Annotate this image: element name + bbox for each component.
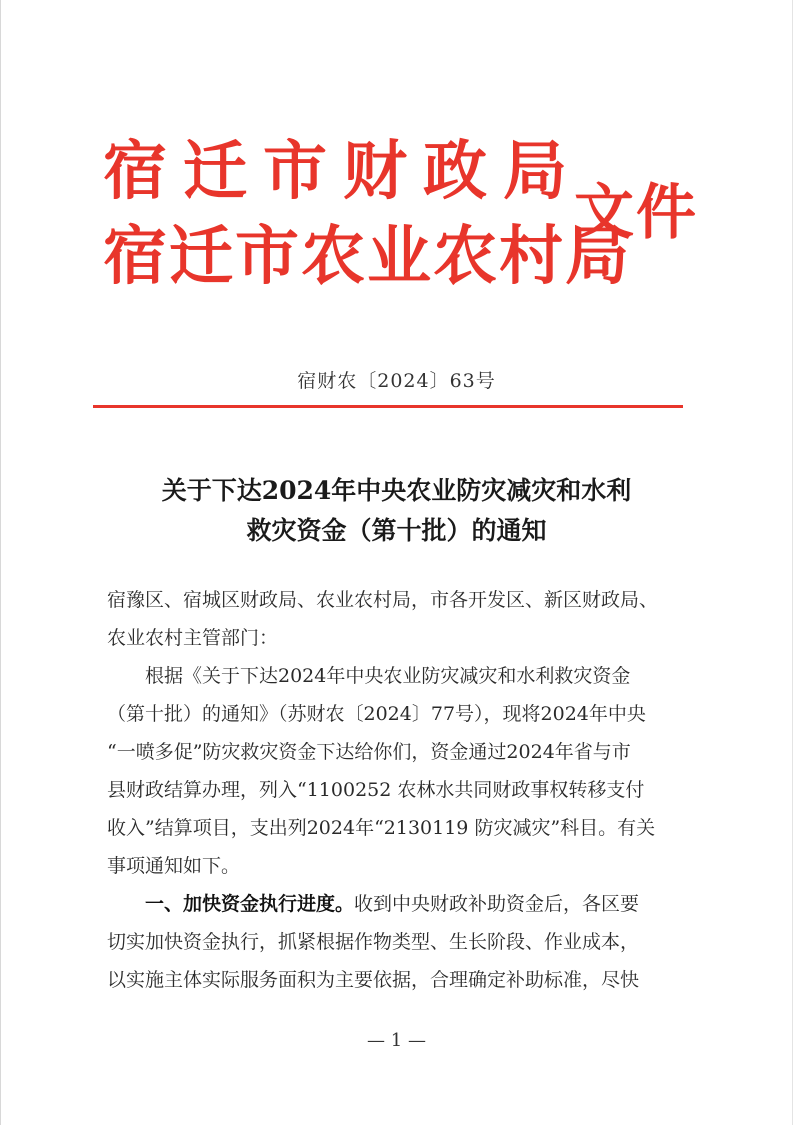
section-1-heading: 一、加快资金执行进度。 — [145, 893, 355, 915]
paragraph-1-line-6: 事项通知如下。 — [107, 855, 241, 877]
page-number: — 1 — — [367, 1030, 426, 1051]
section-1-line-2: 切实加快资金执行，抓紧根据作物类型、生长阶段、作业成本， — [107, 931, 640, 953]
paragraph-1-line-1: 根据《关于下达2024年中央农业防灾减灾和水利救灾资金 — [145, 665, 631, 687]
paragraph-1-line-3: “一喷多促”防灾救灾资金下达给你们，资金通过2024年省与市 — [107, 741, 631, 763]
paragraph-1-line-2: （第十批）的通知》（苏财农〔2024〕77号），现将2024年中央 — [107, 703, 646, 725]
document-title-line-1: 关于下达2024年中央农业防灾减灾和水利 — [161, 476, 632, 505]
document-number: 宿财农〔2024〕63号 — [297, 370, 496, 392]
issuer-document-suffix: 文件 — [574, 178, 698, 248]
recipients-line-1: 宿豫区、宿城区财政局、农业农村局，市各开发区、新区财政局、 — [107, 589, 659, 611]
paragraph-1-line-4: 县财政结算办理，列入“1100252 农林水共同财政事权转移支付 — [107, 779, 645, 801]
paragraph-1-line-5: 收入”结算项目，支出列2024年“2130119 防灾减灾”科目。有关 — [107, 817, 656, 839]
section-1-line-1 — [145, 895, 639, 914]
issuer-finance-bureau: 宿迁市财政局 — [103, 134, 583, 209]
recipients-line-2: 农业农村主管部门： — [107, 627, 279, 649]
section-1-line-1-text: 收到中央财政补助资金后，各区要 — [354, 893, 640, 915]
issuer-agriculture-bureau: 宿迁市农业农村局 — [103, 219, 631, 294]
document-title-line-2: 救灾资金（第十批）的通知 — [246, 516, 547, 545]
header-red-divider — [93, 405, 683, 408]
section-1-line-3: 以实施主体实际服务面积为主要依据，合理确定补助标准，尽快 — [107, 969, 640, 991]
